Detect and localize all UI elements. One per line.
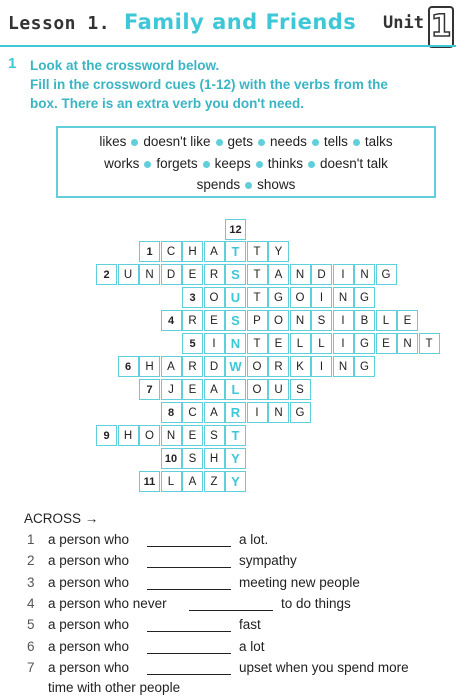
bullet-icon — [256, 161, 263, 168]
word-option: doesn't talk — [319, 156, 388, 171]
letter-cell: T — [247, 333, 268, 354]
bullet-icon — [203, 161, 210, 168]
word-option: keeps — [214, 156, 251, 171]
letter-cell: H — [204, 448, 225, 469]
word-option: thinks — [267, 156, 303, 171]
letter-cell: I — [333, 264, 354, 285]
instruction-line: Fill in the crossword cues (1-12) with the verbs from the — [30, 77, 388, 92]
key-letter-cell: Y — [225, 448, 246, 469]
clue-text: to do things — [281, 595, 351, 611]
letter-cell: A — [204, 402, 225, 423]
clue-number-cell: 5 — [182, 333, 203, 354]
answer-blank[interactable] — [147, 674, 231, 675]
bullet-icon — [258, 139, 265, 146]
letter-cell: A — [161, 356, 182, 377]
word-box-line — [58, 134, 434, 149]
letter-cell: S — [182, 448, 203, 469]
clue-number-cell: 6 — [118, 356, 139, 377]
key-letter-cell: S — [225, 310, 246, 331]
letter-cell: G — [376, 264, 397, 285]
key-letter-cell: U — [225, 287, 246, 308]
letter-cell: I — [311, 287, 332, 308]
word-option: tells — [323, 134, 348, 149]
unit-label: Unit — [383, 13, 424, 33]
unit-number: 1 — [428, 6, 454, 48]
letter-cell: G — [354, 356, 375, 377]
word-option: talks — [364, 134, 393, 149]
letter-cell: I — [311, 356, 332, 377]
letter-cell: T — [247, 264, 268, 285]
word-option: shows — [257, 177, 296, 192]
clue-text: a person who — [48, 532, 130, 547]
letter-cell: N — [397, 333, 418, 354]
word-option: spends — [196, 177, 241, 192]
word-option: needs — [270, 134, 307, 149]
word-box — [56, 126, 436, 198]
letter-cell: H — [118, 425, 139, 446]
clue-number-cell: 3 — [182, 287, 203, 308]
clue-number-cell: 12 — [225, 219, 246, 240]
letter-cell: L — [290, 333, 311, 354]
clue-number: 6 — [27, 638, 35, 654]
letter-cell: R — [268, 356, 289, 377]
clue-text: a person who — [48, 574, 130, 590]
letter-cell: S — [204, 425, 225, 446]
clue-text: a person who never — [48, 595, 167, 611]
bullet-icon — [216, 139, 223, 146]
letter-cell: N — [290, 264, 311, 285]
clue-number-cell: 2 — [96, 264, 117, 285]
letter-cell: A — [204, 379, 225, 400]
exercise-instructions — [30, 56, 450, 113]
letter-cell: G — [354, 333, 375, 354]
letter-cell: E — [376, 333, 397, 354]
clue-number-cell: 4 — [161, 310, 182, 331]
answer-blank[interactable] — [147, 567, 231, 568]
letter-cell: L — [376, 310, 397, 331]
word-option: doesn't like — [143, 134, 211, 149]
instruction-line: box. There is an extra verb you don't need. — [30, 96, 305, 111]
letter-cell: T — [247, 241, 268, 262]
key-letter-cell: N — [225, 333, 246, 354]
letter-cell: E — [182, 379, 203, 400]
lesson-title: Family and Friends — [124, 10, 357, 34]
letter-cell: J — [161, 379, 182, 400]
letter-cell: I — [204, 333, 225, 354]
clue-number: 5 — [27, 617, 35, 633]
letter-cell: N — [354, 264, 375, 285]
letter-cell: N — [161, 425, 182, 446]
letter-cell: E — [182, 425, 203, 446]
letter-cell: O — [204, 287, 225, 308]
bullet-icon — [353, 139, 360, 146]
clue-continuation: time with other people — [48, 680, 181, 695]
letter-cell: N — [333, 356, 354, 377]
letter-cell: O — [139, 425, 160, 446]
letter-cell: O — [247, 379, 268, 400]
bullet-icon — [308, 161, 315, 168]
key-letter-cell: Y — [225, 471, 246, 492]
clue-number: 7 — [27, 659, 35, 675]
letter-cell: D — [311, 264, 332, 285]
letter-cell: E — [268, 333, 289, 354]
letter-cell: N — [139, 264, 160, 285]
word-option: forgets — [156, 156, 198, 171]
letter-cell: O — [290, 287, 311, 308]
word-option: gets — [227, 134, 254, 149]
clue-text: sympathy — [239, 553, 297, 569]
letter-cell: U — [118, 264, 139, 285]
letter-cell: P — [247, 310, 268, 331]
letter-cell: N — [333, 287, 354, 308]
letter-cell: N — [290, 310, 311, 331]
letter-cell: E — [182, 264, 203, 285]
letter-cell: U — [268, 379, 289, 400]
word-option: works — [104, 156, 140, 171]
letter-cell: K — [290, 356, 311, 377]
key-letter-cell: S — [225, 264, 246, 285]
clue-number-cell: 9 — [96, 425, 117, 446]
answer-blank[interactable] — [147, 546, 231, 547]
key-letter-cell: L — [225, 379, 246, 400]
letter-cell: H — [139, 356, 160, 377]
letter-cell: D — [204, 356, 225, 377]
page-header — [0, 0, 456, 46]
word-option: likes — [99, 134, 127, 149]
clue-number: 3 — [27, 574, 35, 590]
clue-number: 1 — [27, 532, 35, 547]
letter-cell: T — [247, 287, 268, 308]
clue-text: a person who — [48, 659, 130, 675]
answer-blank[interactable] — [147, 589, 231, 590]
clue-text: a person who — [48, 617, 130, 633]
clue-text: a lot. — [239, 532, 269, 547]
clue-text: a person who — [48, 553, 130, 569]
letter-cell: H — [182, 241, 203, 262]
letter-cell: O — [247, 356, 268, 377]
clue-number-cell: 11 — [139, 471, 160, 492]
answer-blank[interactable] — [147, 653, 231, 654]
word-box-line — [58, 177, 434, 192]
letter-cell: O — [268, 310, 289, 331]
bullet-icon — [312, 139, 319, 146]
letter-cell: L — [311, 333, 332, 354]
letter-cell: L — [161, 471, 182, 492]
clue-text: meeting new people — [239, 574, 360, 590]
letter-cell: S — [311, 310, 332, 331]
clue-number: 2 — [27, 553, 35, 569]
letter-cell: C — [182, 402, 203, 423]
lesson-label: Lesson 1. — [8, 13, 111, 34]
clue-number-cell: 10 — [161, 448, 182, 469]
clue-text: a person who — [48, 638, 130, 654]
letter-cell: E — [397, 310, 418, 331]
letter-cell: A — [204, 241, 225, 262]
answer-blank[interactable] — [189, 610, 273, 611]
key-letter-cell: T — [225, 425, 246, 446]
clue-number-cell: 8 — [161, 402, 182, 423]
bullet-icon — [131, 139, 138, 146]
letter-cell: S — [290, 379, 311, 400]
letter-cell: A — [182, 471, 203, 492]
key-letter-cell: R — [225, 402, 246, 423]
key-letter-cell: T — [225, 241, 246, 262]
letter-cell: G — [290, 402, 311, 423]
clue-text: upset when you spend more — [239, 659, 409, 675]
clue-number-cell: 1 — [139, 241, 160, 262]
letter-cell: I — [333, 310, 354, 331]
bullet-icon — [245, 182, 252, 189]
answer-blank[interactable] — [147, 631, 231, 632]
letter-cell: G — [354, 287, 375, 308]
letter-cell: Y — [268, 241, 289, 262]
letter-cell: B — [354, 310, 375, 331]
word-box-line — [58, 156, 434, 171]
letter-cell: D — [161, 264, 182, 285]
clue-number-cell: 7 — [139, 379, 160, 400]
letter-cell: R — [182, 310, 203, 331]
clue-text: a lot — [239, 638, 265, 654]
letter-cell: I — [333, 333, 354, 354]
header-divider — [0, 45, 456, 47]
exercise-number: 1 — [8, 55, 17, 72]
across-heading: ACROSS → — [24, 511, 99, 526]
letter-cell: T — [419, 333, 440, 354]
clue-number: 4 — [27, 595, 35, 611]
letter-cell: E — [204, 310, 225, 331]
instruction-line: Look at the crossword below. — [30, 58, 220, 73]
letter-cell: N — [268, 402, 289, 423]
letter-cell: Z — [204, 471, 225, 492]
bullet-icon — [144, 161, 151, 168]
clue-text: fast — [239, 617, 261, 633]
letter-cell: A — [268, 264, 289, 285]
key-letter-cell: W — [225, 356, 246, 377]
letter-cell: R — [182, 356, 203, 377]
letter-cell: R — [204, 264, 225, 285]
letter-cell: C — [161, 241, 182, 262]
letter-cell: G — [268, 287, 289, 308]
letter-cell: I — [247, 402, 268, 423]
